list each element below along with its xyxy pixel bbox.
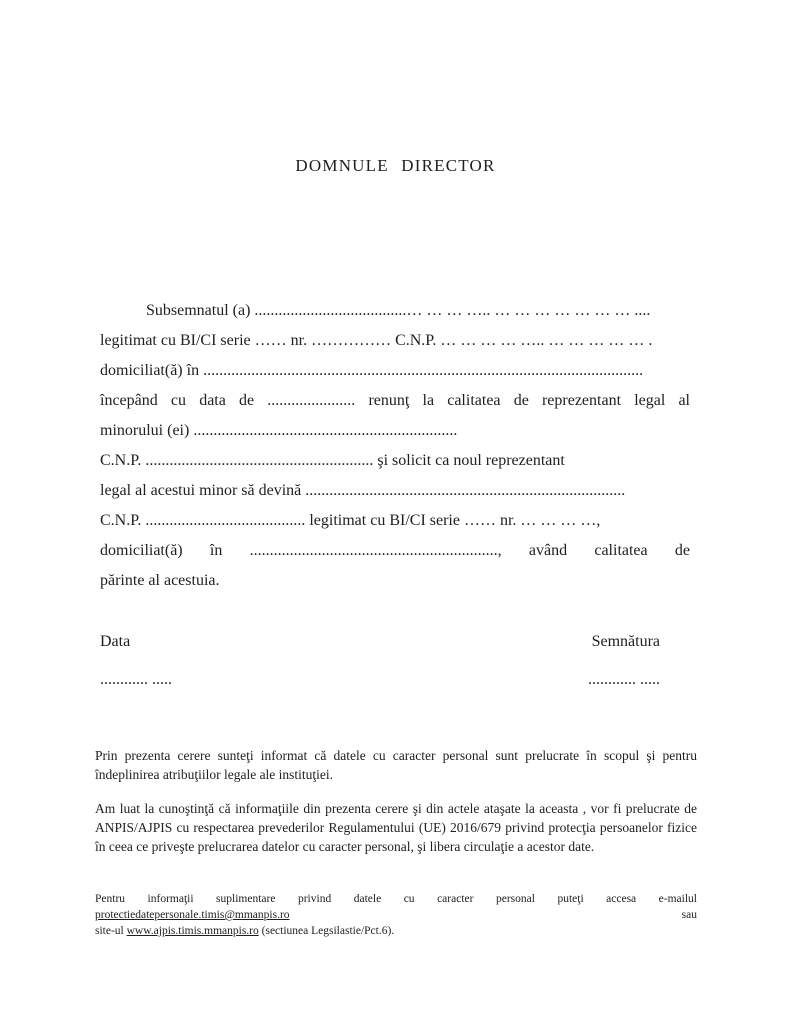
- date-fill-dots: ............ .....: [100, 671, 172, 688]
- signature-row: [100, 633, 660, 651]
- letter-line-minorului: minorului (ei) ..................................................................: [100, 422, 458, 439]
- site-prefix: site-ul: [95, 925, 127, 937]
- letter-line-domiciliat-2: domiciliat(ă) în .............................................................., având calitatea de: [100, 542, 690, 559]
- email-link[interactable]: protectiedatepersonale.timis@mmanpis.ro: [95, 909, 290, 921]
- signature-label: Semnătura: [591, 633, 660, 650]
- letter-line-parinte: părinte al acestuia.: [100, 572, 220, 589]
- contact-info-line-2: [95, 923, 697, 939]
- letter-line-subsemnatul: Subsemnatul (a) ......................................… … … ….. … … … … … … … ....: [146, 302, 651, 319]
- letter-line-cnp-2: C.N.P. ........................................ legitimat cu BI/CI serie …… nr. … … … …,: [100, 512, 601, 529]
- contact-info-line-1: [95, 891, 697, 923]
- contact-info-prefix: Pentru informaţii suplimentare privind datele cu caracter personal puteţi accesa e-mailul: [95, 893, 697, 905]
- signature-dots-row: [100, 671, 660, 689]
- letter-line-cnp-1: C.N.P. ......................................................... şi solicit ca noul reprezentant: [100, 452, 565, 469]
- signature-fill-dots: ............ .....: [588, 671, 660, 688]
- letter-line-legitimat: legitimat cu BI/CI serie …… nr. …………… C.N.P. … … … … ….. … … … … … .: [100, 332, 653, 349]
- gdpr-notice-1-line-2: îndeplinirea atribuţiilor legale ale instituţiei.: [95, 767, 334, 782]
- document-title: DOMNULE DIRECTOR: [295, 156, 496, 175]
- gdpr-notice-2-line-2: ANPIS/AJPIS cu respectarea prevederilor Regulamentului (UE) 2016/679 privind protecţia persoanelor fizice: [95, 820, 697, 835]
- contact-info-suffix: (sectiunea Legsilastie/Pct.6).: [258, 925, 395, 937]
- gdpr-notice-2-line-1: Am luat la cunoştinţă că informaţiile din prezenta cerere şi din actele ataşate la aceasta , vor fi prelucrate de: [95, 801, 697, 816]
- site-link[interactable]: www.ajpis.timis.mmanpis.ro: [126, 925, 259, 937]
- gdpr-notice-2-line-3: în ceea ce priveşte prelucrarea datelor cu caracter personal, şi libera circulaţie a acestor date.: [95, 839, 595, 854]
- letter-line-legal-minor: legal al acestui minor să devină ................................................................................: [100, 482, 626, 499]
- date-label: Data: [100, 633, 131, 650]
- letter-body: [100, 296, 690, 596]
- letter-line-domiciliat: domiciliat(ă) în ..............................................................................................................: [100, 362, 644, 379]
- letter-line-incepand: începând cu data de ...................... renunţ la calitatea de reprezentant legal al: [100, 392, 690, 409]
- gdpr-notice-1-line-1: Prin prezenta cerere sunteţi informat că datele cu caracter personal sunt prelucrate în scopul şi pentru: [95, 748, 697, 763]
- gdpr-notice-paragraph-1: [95, 746, 697, 784]
- contact-info-paragraph: [95, 891, 697, 939]
- gdpr-notice-paragraph-2: [95, 799, 697, 856]
- contact-info-after-email: sau: [289, 909, 697, 921]
